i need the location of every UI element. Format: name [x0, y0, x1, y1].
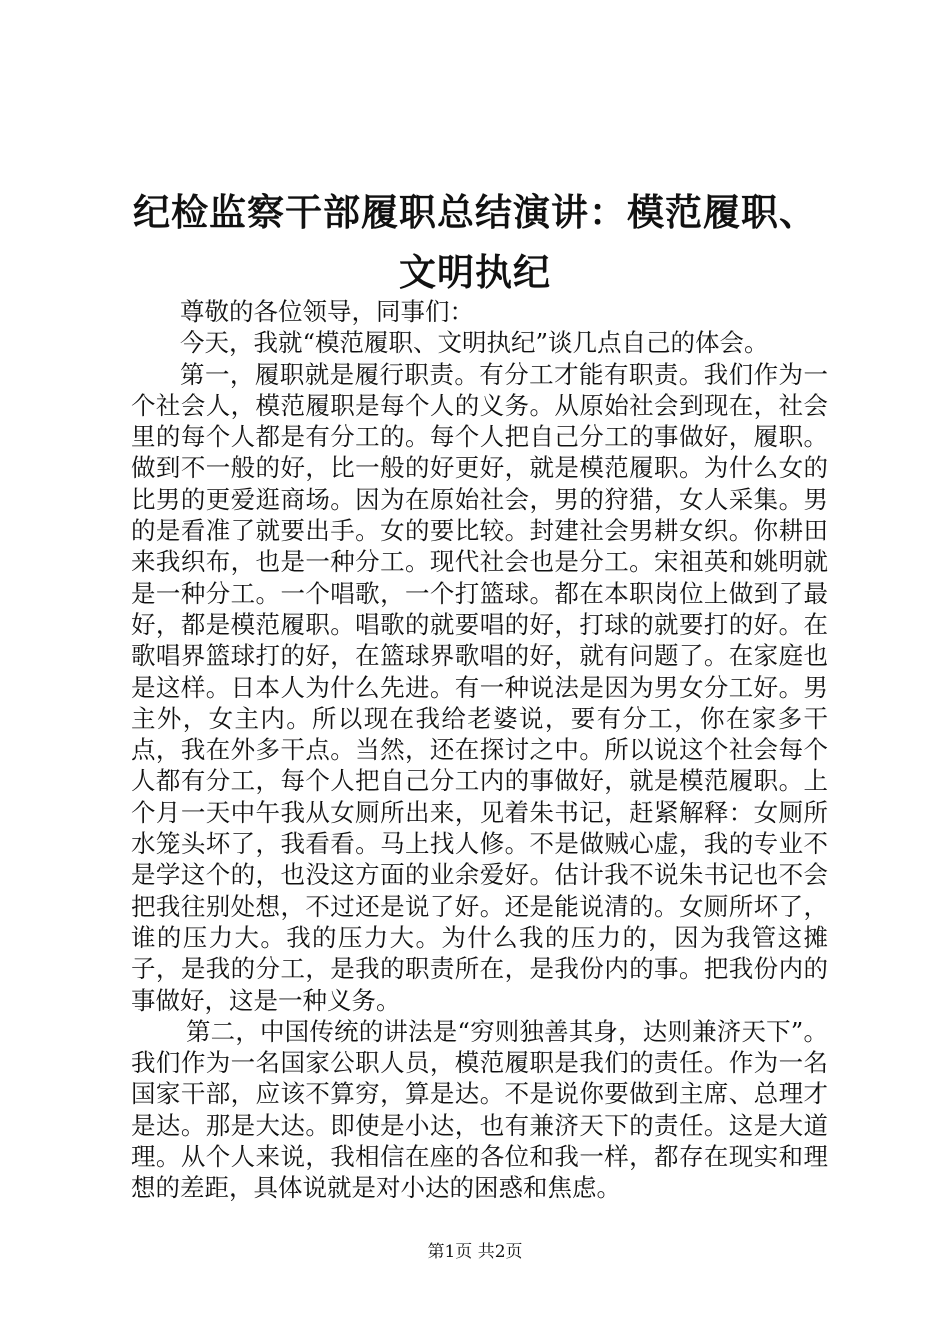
body-paragraph-second: 第二，中国传统的讲法是“穷则独善其身，达则兼济天下”。我们作为一名国家公职人员，模范履职是我们的责任。作为一名国家干部，应该不算穷，算是达。不是说你要做到主席、总理才是达。那是大达。即使是小达，也有兼济天下的责任。这是大道理。从个人来说，我相信在座的各位和我一样，都存在现实和理想的差距，具体说就是对小达的困惑和焦虑。 [131, 1016, 828, 1203]
page-footer [0, 1241, 950, 1263]
body-paragraph-first: 第一，履职就是履行职责。有分工才能有职责。我们作为一个社会人，模范履职是每个人的义务。从原始社会到现在，社会里的每个人都是有分工的。每个人把自己分工的事做好，履职。做到不一般的好，比一般的好更好，就是模范履职。为什么女的比男的更爱逛商场。因为在原始社会，男的狩猎，女人采集。男的是看准了就要出手。女的要比较。封建社会男耕女织。你耕田来我织布，也是一种分工。现代社会也是分工。宋祖英和姚明就是一种分工。一个唱歌，一个打篮球。都在本职岗位上做到了最好，都是模范履职。唱歌的就要唱的好，打球的就要打的好。在歌唱界篮球打的好，在篮球界歌唱的好，就有问题了。在家庭也是这样。日本人为什么先进。有一种说法是因为男女分工好。男主外，女主内。所以现在我给老婆说，要有分工，你在家多干点，我在外多干点。当然，还在探讨之中。所以说这个社会每个人都有分工，每个人把自己分工内的事做好，就是模范履职。上个月一天中午我从女厕所出来，见着朱书记，赶紧解释：女厕所水笼头坏了，我看看。马上找人修。不是做贼心虚，我的专业不是学这个的，也没这方面的业余爱好。估计我不说朱书记也不会把我往别处想，不过还是说了好。还是能说清的。女厕所坏了，谁的压力大。我的压力大。为什么我的压力的，因为我管这摊子，是我的分工，是我的职责所在，是我份内的事。把我份内的事做好，这是一种义务。 [131, 359, 828, 1015]
salutation-paragraph: 尊敬的各位领导，同事们： [180, 297, 474, 326]
document-title: 纪检监察干部履职总结演讲：模范履职、文明执纪 [133, 190, 817, 294]
page-number-indicator: 第1页 共2页 [427, 1242, 523, 1262]
document-body [131, 296, 828, 1204]
intro-paragraph: 今天，我就“模范履职、文明执纪”谈几点自己的体会。 [180, 328, 769, 358]
